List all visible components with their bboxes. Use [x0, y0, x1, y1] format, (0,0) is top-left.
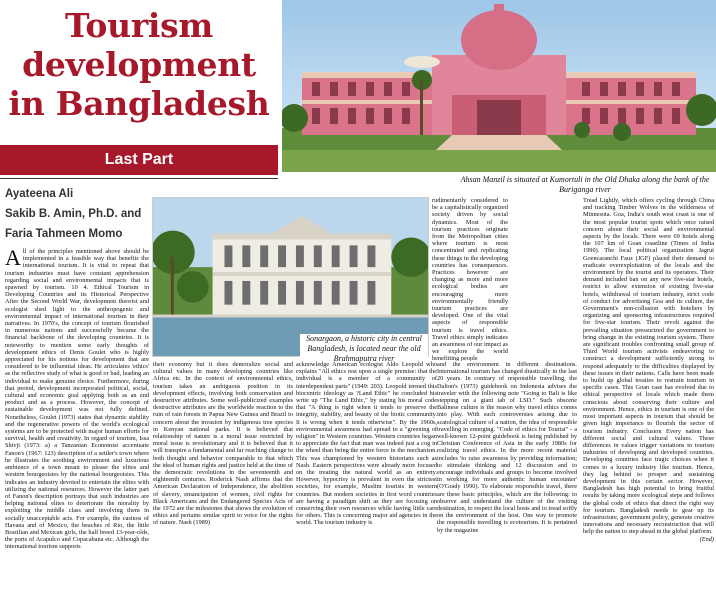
column-2 — [153, 361, 293, 606]
column-1 — [5, 248, 149, 606]
column-5-text: Tread Lightly, which offers cycling through China and tracking Timber Wolves in the wilderness of Minnesota. Goa, India's south west coast is one of the most popular tourist spots which once raised concern about their social and environmental aspects by the locals. There were 69 hotels along the 107 km of Goan coastline (Times of India 1990). The local political organization Jagrut Goencaranchi Fauz (JGF) placed their demand to eradicate overexploitation of the locals and the environment by the tourist and its operators. Their demand included ban on any new five-star hotels, restrict to allow extension of existing five-star hotels, withdrawal of tourism industry, strict code of conduct for advertising Goa and its culture, the Government's non-collusion with hoteliers by organizing and sponsoring infrastructures required for five-star tourism. Their revolt against the prevailing situation pressurized the government to bring change in the existing tourism system. There are significant troubles confronting small group of Third World tourism activists endeavoring to construct a development sufficiently strong to respond adequately to the difficulties displayed by these issues in their nations. Calls have been made to build up global treaties to restrain tourism in specific cases. This Goan case has evolved due to ethical perspective of locals which made them conscious about conserving their culture and environment. Hence, ethics in tourism is one of the most important aspects in tourism that should be given high importance to flourish the sector of tourism industry. Conclusion Every nation has different social and cultural values. These differences in values trigger variations in tourism industries of developing and developed countries. Developing countries face tragic choices when it comes to a luxury industry like tourism. Hence, they lag behind to prosper and sustaining development in this certain sector. However, Bangladesh has high potential to bring fruitful results by taking more ecological steps and follows the global code of ethics that direct the right way for tourism. Bangladesh needs to gear up its infrastructure, government policy, generate creative innovations and necessary reconstruction that will help the nation to step ahead in the global platform. (End) — [583, 197, 714, 543]
sonargaon-caption: Sonargaon, a historic city in central Bangladesh, is located near the old Brahmaputra river — [300, 334, 428, 364]
ahsan-manzil-photo — [282, 0, 716, 172]
drop-cap: A — [5, 248, 21, 270]
column-3 — [296, 361, 437, 606]
column-4-top — [519, 197, 588, 360]
divider — [0, 178, 278, 179]
end-mark: (End) — [699, 535, 714, 543]
column-1-text: All of the principles mentioned above should be implemented in a feasible way that benefits the international tourism. It is vital to repeat that tourism industries must have constant apprehension regarding social and environmental impacts that is spawned by tourism. 10 4. Ethical Tourism in Developing Countries and its Historical Perspective After the Second World War, development theorist and ecologist shed light to the anthropogenic and environmental impact of international tourism in their narratives. In 1970's, the concept of tourism flourished in numerous nations and successfully became the financial backbone of the developing countries. It is noteworthy to mention some early thoughts of development ethics of Denis Goulet who is highly appreciated for his notions for development that are considered to be influential ideas. He articulates 'ethics' as the reflective study of what is good or bad, leading an individual to make genuine choice. Furthermore, during that period, development incorporated political, social, cultural and economic goal applying both as an end product and as a process. However, the concept of sustainable development was not fully defined. Nonetheless, Goulet (1973) states that dynamic stability and the regenerative powers of the world's ecological systems are to be protected with major human efforts for survival, health and creativity. In regard of tourism, Issa Shivji (1973: a) a Tanzanian Economist accentuate Fanon's (1967: 123) description of a settler's town where he illustrates the soothing environment and luxurious ambience of a town meant to please the elites and western bourgeoisies by the national bourgeoisies. This indicates an industry devoted to entertain the elites with utilizing the national resources. However the latter part of Fanon's description portrays that such industries are helping national elites to deteriorate the morality by exploiting the middle class and involving them in socially unacceptable acts. For example, the casinos of Havana and of Mexico, the beaches of Rio, the little Brazilian and Mexican girls, the half breed 13-year-olds, the ports of Acapulco and Copacabana etc. Although the international tourism supports — [5, 248, 149, 551]
author-3: Faria Tahmeen Momo — [5, 228, 123, 240]
column-4b — [437, 361, 577, 606]
last-part-banner: Last Part — [0, 145, 278, 175]
author-1: Ayateena Ali — [5, 188, 74, 200]
ahsan-manzil-caption: Ahsan Manzil is situated at Kumortuli in the Old Dhaka along the bank of the Buriganga river — [460, 175, 710, 194]
column-4a-text: rudimentarily considered to be a capitalistically organized society driven by social dynamics. Most of the tourism practices originate from the Metropolitan cities where tourism is most concentrated and replicating these things in the developing countries has consequences. Practices however are changing as more and more ecological bodies are encouraging more environmentally friendly tourism practices are developed. One of the vital aspects of responsible tourism is travel ethics. Travel ethics simply indicates an awareness of our impact as we explore the world benefitting people — [432, 197, 508, 361]
author-2: Sakib B. Amin, Ph.D. and — [5, 208, 142, 220]
column-3-text: acknowledge American ecologist Aldo Leopold who explains "All ethics rest upon a single premise: that the individual is a member of a community of interdependent parts" (1949: 203). Leopold termed this biocentric ideology as ?Land Ethic" he concluded his write up "The Land Ethic," by stating his moral code that "A thing is right when it tends to preserve the integrity, stability, and beauty of the biotic community. It is wrong when it tends otherwise". By the 1960s, environmental awareness had spread to a "greening of religion" in Western countries. Western countries began to appreciate the fact that man was indeed just a cog in the wheel than being the entire force in the mechanism. This was championed by western historians such as Nash. Eastern perspectives were already more focused on the treating the natural world as an entirety. However, hypocrisy is prevalent in even the strictest societies, for example, Muslim tourists in western countries. But modern societies in first word countries are having a paradigm shift as they are focusing on conserving their own resources while having little care for others. This is concerning major aid agencies in the world. The tourism industry is — [296, 361, 437, 527]
column-4b-text: and the environment in different destinations. International tourism has changed drastically in the last 20 years. In contrary of responsible travelling, the Dalton's (1973) guidebook on Indonesia advises the traveler with the following note "Going to Bali is like stepping on a giant tab of LSD." Such obscene Balinese culture is the reason why travel ethics comes into play. With such controversies arising due to scatological culture of a nation, the idea of responsible travelling in emerging. "Code of ethics for Tourist" - a well-known 12-point guidebook is being published by Christian Conference of Asia in the early 1980s for realizing travel ethics. In the more recent material includes 'to raise awareness by providing information; to stimulate thinking and 12 discussion and to encourage individuals and groups to become involved in working for more authentic human encounter' (O'Grady 1990). To elaborate responsible travel, there are these basic principles, which are the following: to observe and understand the culture of the visiting destination, to respect the local hosts and to tread softly on the environment of the host. One way to promote the responsible travelling is ecotourism. It is pertained by the magazine — [437, 361, 577, 534]
sonargaon-photo — [152, 197, 429, 357]
column-5 — [583, 197, 714, 606]
column-2-text: their economy but it does demoralize social and cultural values in many developing countries like Africa etc. In the context of environmental ethics, tourism takes an ambiguous position in its development effects, involving both conservation and destructive attributes. Some well-publicized examples destructive attributes are the worldwide reaction to the ruin of rain forests in Papua New Guinea and Brazil to concern about the invasion by indigenous tree species in Kenyan national parks. It is believed that relationship of nature is a moral issue restricted by moral issue is revolutionary and it is believed that it will transpire a fundamental and far reaching change to both thought and behavior comparable to that which the ideal of human rights and justice held at the time of the democratic revolutions in the seventeenth and eighteenth centuries. Roderick Nash affirms that the American Declaration of Independence, the abolition of slavery, emancipation of women, civil rights for Black Americans and the Endangered Species Acts of the 1972 are the milestones that shows the evolution of ethics and pertains similar spirit to voice for the rights of nature. Nash (1989) — [153, 361, 293, 527]
column-4a — [432, 197, 508, 361]
article-title: Tourism development in Bangladesh — [8, 6, 270, 123]
